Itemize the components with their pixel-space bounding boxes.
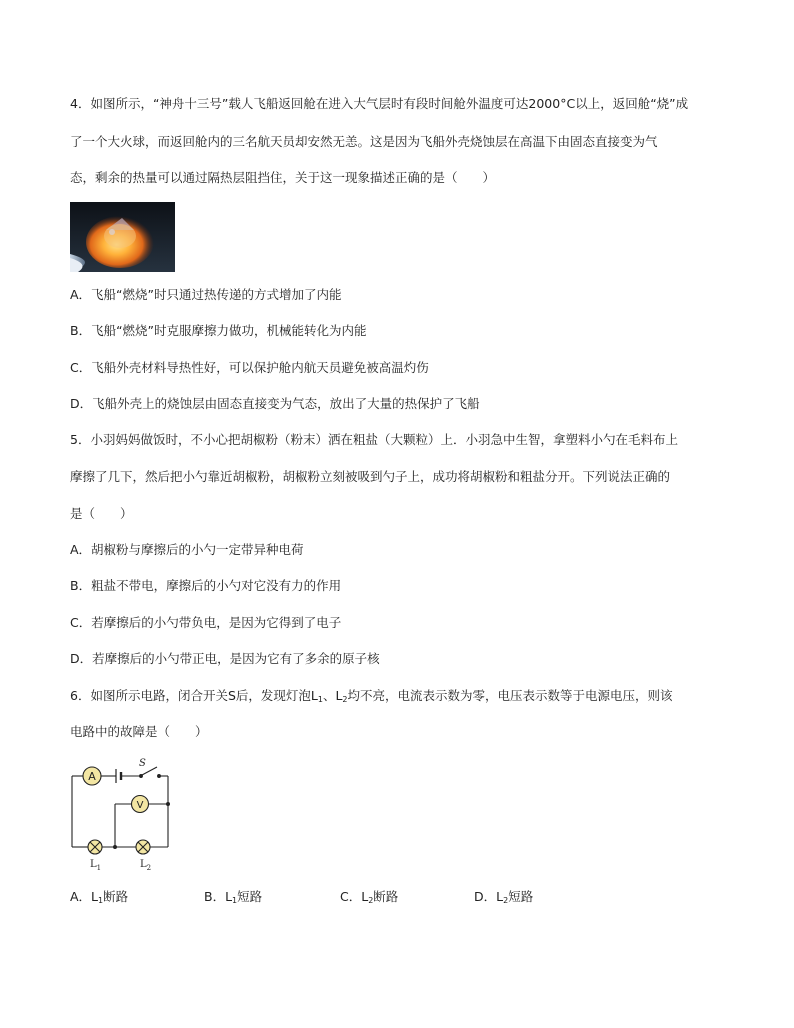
switch-pivot bbox=[140, 775, 143, 778]
lamp-l1-letter: L bbox=[90, 859, 97, 870]
q6-option-b bbox=[204, 889, 262, 909]
q4-option-c: C．飞船外壳材料导热性好，可以保护舱内航天员避免被高温灼伤 bbox=[70, 360, 429, 375]
q6-option-a bbox=[70, 889, 128, 909]
lamp-l1-subscript: 1 bbox=[96, 864, 102, 872]
q6-option-c-prefix: C．L bbox=[340, 889, 369, 904]
q6-option-a-subscript: 1 bbox=[98, 896, 104, 905]
q5-stem-line-3: 是（ ） bbox=[70, 506, 133, 521]
voltmeter-label: V bbox=[136, 800, 144, 811]
q6-option-a-prefix: A．L bbox=[70, 889, 99, 904]
q5-option-b: B．粗盐不带电，摩擦后的小勺对它没有力的作用 bbox=[70, 578, 342, 593]
junction-dot bbox=[166, 802, 170, 806]
q6-lamp2-subscript: 2 bbox=[342, 695, 348, 704]
q6-option-b-text: 短路 bbox=[237, 889, 263, 904]
q6-option-c bbox=[340, 889, 398, 909]
q6-option-a-text: 断路 bbox=[103, 889, 129, 904]
spacecraft-reentry-illustration bbox=[70, 202, 175, 272]
q5-stem-line-1: 5．小羽妈妈做饭时，不小心把胡椒粉（粉末）洒在粗盐（大颗粒）上．小羽急中生智，拿塑料小勺在毛料布上 bbox=[70, 432, 678, 447]
q4-stem-line-1: 4．如图所示，“神舟十三号”载人飞船返回舱在进入大气层时有段时间舱外温度可达2000°C以上，返回舱“烧”成 bbox=[70, 96, 689, 111]
q6-option-d-prefix: D．L bbox=[474, 889, 504, 904]
circuit-diagram bbox=[66, 756, 178, 878]
lamp-l1-icon bbox=[88, 840, 102, 854]
circuit-diagram-svg bbox=[66, 756, 178, 878]
q6-stem-separator: 、L bbox=[322, 688, 343, 703]
q6-lamp1-subscript: 1 bbox=[317, 695, 323, 704]
ammeter-label: A bbox=[88, 770, 96, 783]
q4-option-b: B．飞船“燃烧”时克服摩擦力做功，机械能转化为内能 bbox=[70, 323, 367, 338]
switch-label: S bbox=[139, 758, 146, 769]
lamp-l2-letter: L bbox=[140, 859, 147, 870]
q6-stem-text-b: 均不亮，电流表示数为零，电压表示数等于电源电压，则该 bbox=[347, 688, 673, 703]
q6-option-d-text: 短路 bbox=[508, 889, 534, 904]
lamp-l2-label bbox=[140, 859, 151, 872]
q4-option-d: D．飞船外壳上的烧蚀层由固态直接变为气态，放出了大量的热保护了飞船 bbox=[70, 396, 480, 411]
lamp-l2-subscript: 2 bbox=[146, 864, 152, 872]
spacecraft-reentry-photo bbox=[70, 202, 175, 272]
q4-option-a: A．飞船“燃烧”时只通过热传递的方式增加了内能 bbox=[70, 287, 342, 302]
q6-option-b-subscript: 1 bbox=[232, 896, 238, 905]
lamp-l2-icon bbox=[136, 840, 150, 854]
switch-contact bbox=[158, 775, 161, 778]
q6-option-d-subscript: 2 bbox=[503, 896, 509, 905]
q6-option-c-subscript: 2 bbox=[368, 896, 374, 905]
q6-stem-text-a: 6．如图所示电路，闭合开关S后，发现灯泡L bbox=[70, 688, 318, 703]
q5-option-c: C．若摩擦后的小勺带负电，是因为它得到了电子 bbox=[70, 615, 342, 630]
q6-stem-line-1 bbox=[70, 688, 673, 708]
q6-option-c-text: 断路 bbox=[373, 889, 399, 904]
q5-option-a: A．胡椒粉与摩擦后的小勺一定带异种电荷 bbox=[70, 542, 304, 557]
q4-stem-line-3: 态，剩余的热量可以通过隔热层阻挡住，关于这一现象描述正确的是（ ） bbox=[70, 170, 496, 185]
q6-option-b-prefix: B．L bbox=[204, 889, 233, 904]
lamp-l1-label bbox=[90, 859, 101, 872]
q5-stem-line-2: 摩擦了几下，然后把小勺靠近胡椒粉，胡椒粉立刻被吸到勺子上，成功将胡椒粉和粗盐分开。下列说法正确的 bbox=[70, 469, 671, 484]
junction-dot bbox=[113, 845, 117, 849]
q4-stem-line-2: 了一个大火球，而返回舱内的三名航天员却安然无恙。这是因为飞船外壳烧蚀层在高温下由固态直接变为气 bbox=[70, 134, 658, 149]
q5-option-d: D．若摩擦后的小勺带正电，是因为它有了多余的原子核 bbox=[70, 651, 380, 666]
q6-option-d bbox=[474, 889, 533, 909]
q6-stem-line-2: 电路中的故障是（ ） bbox=[70, 724, 208, 739]
